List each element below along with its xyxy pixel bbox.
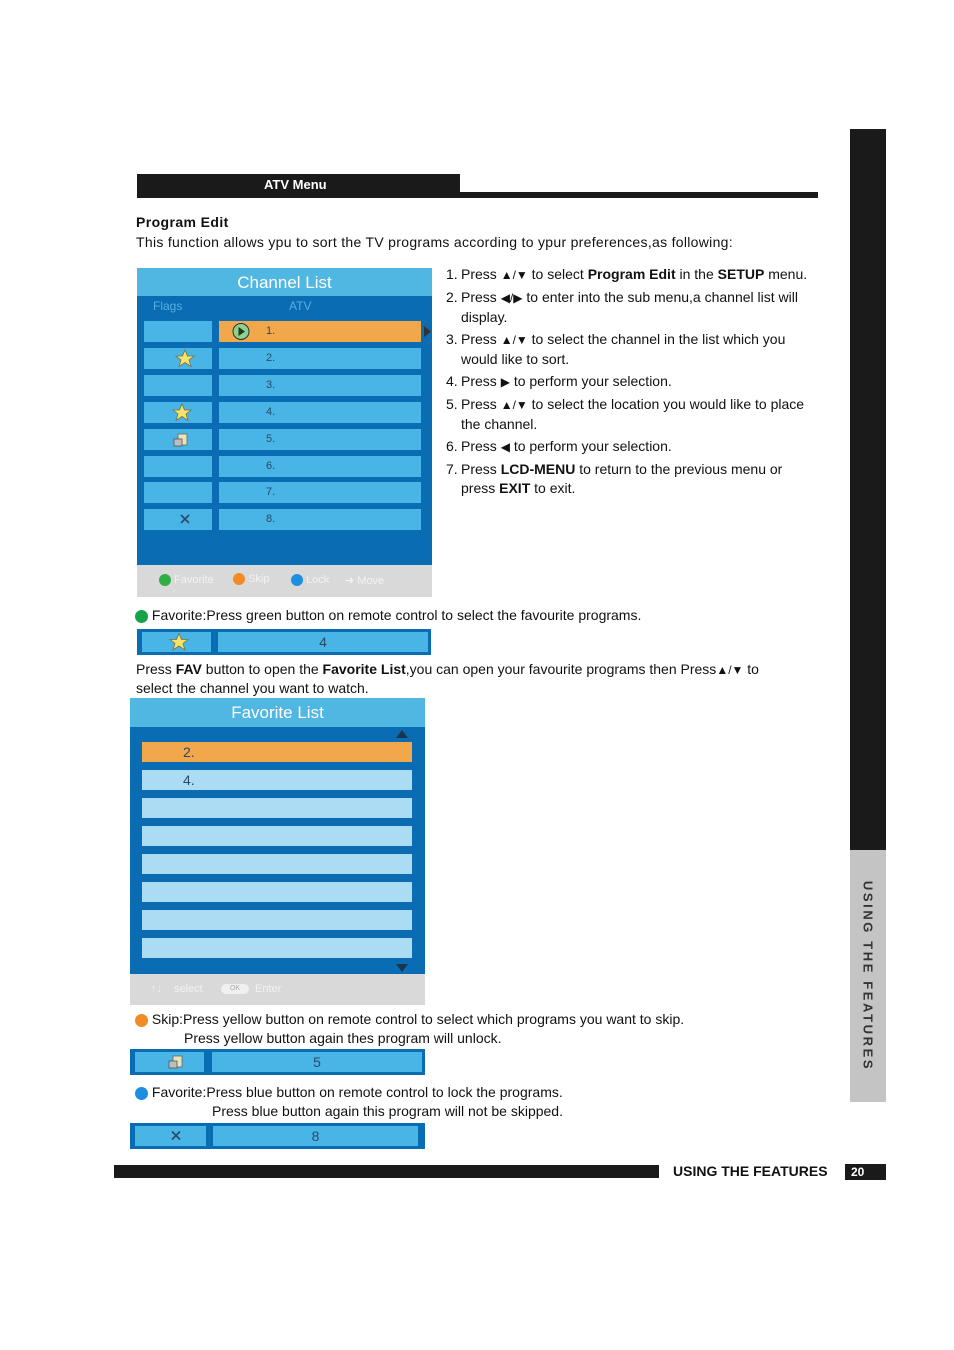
close-icon	[135, 1126, 206, 1146]
favorite-row[interactable]	[142, 826, 412, 846]
flags-column-header: Flags	[153, 299, 183, 313]
ok-button-icon: OK	[221, 984, 249, 994]
channel-number-cell: 5	[212, 1052, 422, 1072]
step-item	[446, 395, 818, 434]
step-text: to exit.	[534, 480, 576, 496]
skip-example-strip	[130, 1049, 425, 1075]
step-number: 4.	[446, 373, 458, 389]
para-bold: FAV	[175, 661, 202, 677]
orange-dot-icon	[135, 1014, 148, 1027]
lock-note-text-2: Press blue button again this program will not be skipped.	[212, 1103, 563, 1119]
channel-number-cell: 4	[218, 632, 428, 652]
para-text: to	[747, 661, 759, 677]
channel-row[interactable]	[219, 321, 421, 342]
step-bold: EXIT	[499, 480, 531, 496]
lock-icon	[144, 429, 212, 450]
up-down-arrows-icon: ↑↓	[151, 983, 162, 995]
step-number: 7.	[446, 461, 458, 477]
flag-cell	[144, 429, 212, 450]
side-tab-label-box	[850, 850, 886, 1102]
favorite-list-footer	[130, 974, 425, 1005]
left-right-arrow-icon: ◀/▶	[500, 291, 523, 305]
para-text: ,you can open your favourite programs then Press	[405, 661, 717, 677]
star-icon	[144, 402, 212, 423]
close-icon	[144, 509, 212, 530]
skip-note-text-2: Press yellow button again thes program will unlock.	[184, 1030, 502, 1046]
skip-legend-label: Skip	[248, 573, 270, 585]
step-text: to perform your selection.	[513, 373, 672, 389]
footer-rule	[114, 1165, 659, 1178]
flag-cell	[144, 348, 212, 369]
para-text: Press	[136, 661, 172, 677]
footer-enter-label: Enter	[255, 983, 282, 995]
favorite-row[interactable]	[142, 742, 412, 762]
favorite-row-number: 4.	[183, 772, 195, 788]
step-item	[446, 372, 818, 392]
flag-cell	[142, 632, 211, 652]
flag-cell	[135, 1126, 206, 1146]
channel-row-number: 7.	[266, 486, 276, 498]
channel-row-number: 6.	[266, 460, 276, 472]
channel-row-number: 2.	[266, 352, 276, 364]
flag-cell	[144, 509, 212, 530]
up-down-arrow-icon: ▲/▼	[716, 663, 744, 677]
step-text: Press	[461, 266, 497, 282]
channel-list-title: Channel List	[137, 268, 432, 296]
channel-row-number: 8.	[266, 513, 276, 525]
channel-row-number: 4.	[266, 406, 276, 418]
step-item	[446, 288, 818, 327]
scroll-up-icon[interactable]	[396, 730, 408, 738]
star-icon	[142, 632, 211, 652]
favorite-list-title: Favorite List	[130, 698, 425, 727]
step-bold: SETUP	[717, 266, 765, 282]
lock-example-strip	[130, 1123, 425, 1149]
channel-row-number: 1.	[266, 325, 276, 337]
step-text: menu.	[768, 266, 808, 282]
step-item	[446, 330, 818, 369]
step-text: to perform your selection.	[513, 438, 672, 454]
favorite-legend	[159, 574, 214, 586]
step-text: to select the location you would like to place the channel.	[461, 396, 805, 432]
favorite-row-number: 2.	[183, 744, 195, 760]
step-number: 6.	[446, 438, 458, 454]
section-header-title: ATV Menu	[264, 177, 327, 192]
lock-note-text: Favorite:Press blue button on remote control to lock the programs.	[151, 1084, 563, 1100]
footer-select-label: select	[174, 983, 203, 995]
step-text: to enter into the sub menu,a channel list will display.	[461, 289, 798, 325]
side-tab-dark	[850, 129, 886, 850]
green-dot-icon	[159, 574, 171, 586]
favorite-row[interactable]	[142, 854, 412, 874]
step-text: to return to the previous menu or press	[461, 461, 783, 496]
channel-row[interactable]	[219, 375, 421, 396]
lock-icon	[135, 1052, 204, 1072]
move-legend	[345, 574, 384, 587]
skip-legend	[233, 573, 269, 585]
step-text: in the	[679, 266, 714, 282]
up-down-arrow-icon: ▲/▼	[500, 398, 528, 412]
lock-note	[135, 1084, 563, 1100]
up-down-arrow-icon: ▲/▼	[500, 333, 528, 347]
step-item	[446, 460, 818, 498]
scroll-down-icon[interactable]	[396, 964, 408, 972]
favorite-row[interactable]	[142, 910, 412, 930]
arrow-right-icon: ➜	[345, 575, 355, 587]
step-text: Press	[461, 289, 497, 305]
lock-legend-label: Lock	[306, 574, 330, 586]
program-edit-intro: This function allows ypu to sort the TV programs according to ypur preferences,as following:	[136, 234, 733, 250]
step-number: 1.	[446, 266, 458, 282]
blue-dot-icon	[291, 574, 303, 586]
skip-note	[135, 1011, 684, 1027]
step-item	[446, 437, 818, 457]
side-tab-label: USING THE FEATURES	[860, 880, 876, 1072]
channel-row[interactable]	[219, 482, 421, 503]
orange-dot-icon	[233, 573, 245, 585]
move-pointer-icon	[424, 326, 432, 337]
favorite-list-panel	[130, 698, 425, 1005]
channel-row[interactable]	[219, 429, 421, 450]
step-text: Press	[461, 396, 497, 412]
blue-dot-icon	[135, 1087, 148, 1100]
play-icon	[231, 322, 251, 341]
flag-cell	[135, 1052, 204, 1072]
footer-section-label: USING THE FEATURES	[673, 1163, 828, 1179]
channel-row-number: 5.	[266, 433, 276, 445]
favorite-note	[135, 607, 641, 623]
step-text: to select	[531, 266, 584, 282]
step-number: 2.	[446, 289, 458, 305]
atv-column-header: ATV	[289, 299, 312, 313]
channel-list-panel	[137, 268, 432, 597]
para-text: button to open the	[205, 661, 319, 677]
move-legend-label: Move	[357, 575, 385, 587]
favorite-row[interactable]	[142, 770, 412, 790]
section-header	[137, 174, 460, 196]
favorite-row[interactable]	[142, 938, 412, 958]
up-down-arrow-icon: ▲/▼	[500, 268, 528, 282]
flag-cell	[144, 375, 212, 396]
program-edit-title: Program Edit	[136, 214, 229, 230]
left-arrow-icon: ◀	[500, 440, 510, 454]
step-text: to select the channel in the list which you would like to sort.	[461, 331, 786, 367]
channel-number-cell: 8	[213, 1126, 418, 1146]
instruction-steps	[446, 265, 818, 501]
channel-row[interactable]	[219, 348, 421, 369]
channel-row[interactable]	[219, 509, 421, 530]
green-dot-icon	[135, 610, 148, 623]
step-text: Press	[461, 331, 497, 347]
star-icon	[144, 348, 212, 369]
lock-legend	[291, 574, 329, 586]
flag-cell	[144, 321, 212, 342]
fav-paragraph-line2: select the channel you want to watch.	[136, 680, 369, 696]
favorite-example-strip	[137, 629, 431, 655]
step-bold: LCD-MENU	[500, 461, 576, 477]
channel-row[interactable]	[219, 402, 421, 423]
channel-row[interactable]	[219, 456, 421, 477]
favorite-row[interactable]	[142, 882, 412, 902]
channel-list-legend	[137, 565, 432, 597]
favorite-note-text: Favorite:Press green button on remote control to select the favourite programs.	[151, 607, 642, 623]
page-number: 20	[845, 1164, 886, 1180]
right-arrow-icon: ▶	[500, 375, 510, 389]
step-number: 5.	[446, 396, 458, 412]
fav-paragraph-line1	[136, 661, 759, 677]
step-text: Press	[461, 373, 497, 389]
favorite-row[interactable]	[142, 798, 412, 818]
step-number: 3.	[446, 331, 458, 347]
skip-note-text: Skip:Press yellow button on remote control to select which programs you want to skip.	[151, 1011, 685, 1027]
favorite-legend-label: Favorite	[174, 574, 214, 586]
flag-cell	[144, 402, 212, 423]
para-bold: Favorite List	[322, 661, 406, 677]
step-text: Press	[461, 438, 497, 454]
step-item	[446, 265, 818, 285]
flag-cell	[144, 456, 212, 477]
step-text: Press	[461, 461, 497, 477]
flag-cell	[144, 482, 212, 503]
step-bold: Program Edit	[587, 266, 676, 282]
channel-row-number: 3.	[266, 379, 276, 391]
